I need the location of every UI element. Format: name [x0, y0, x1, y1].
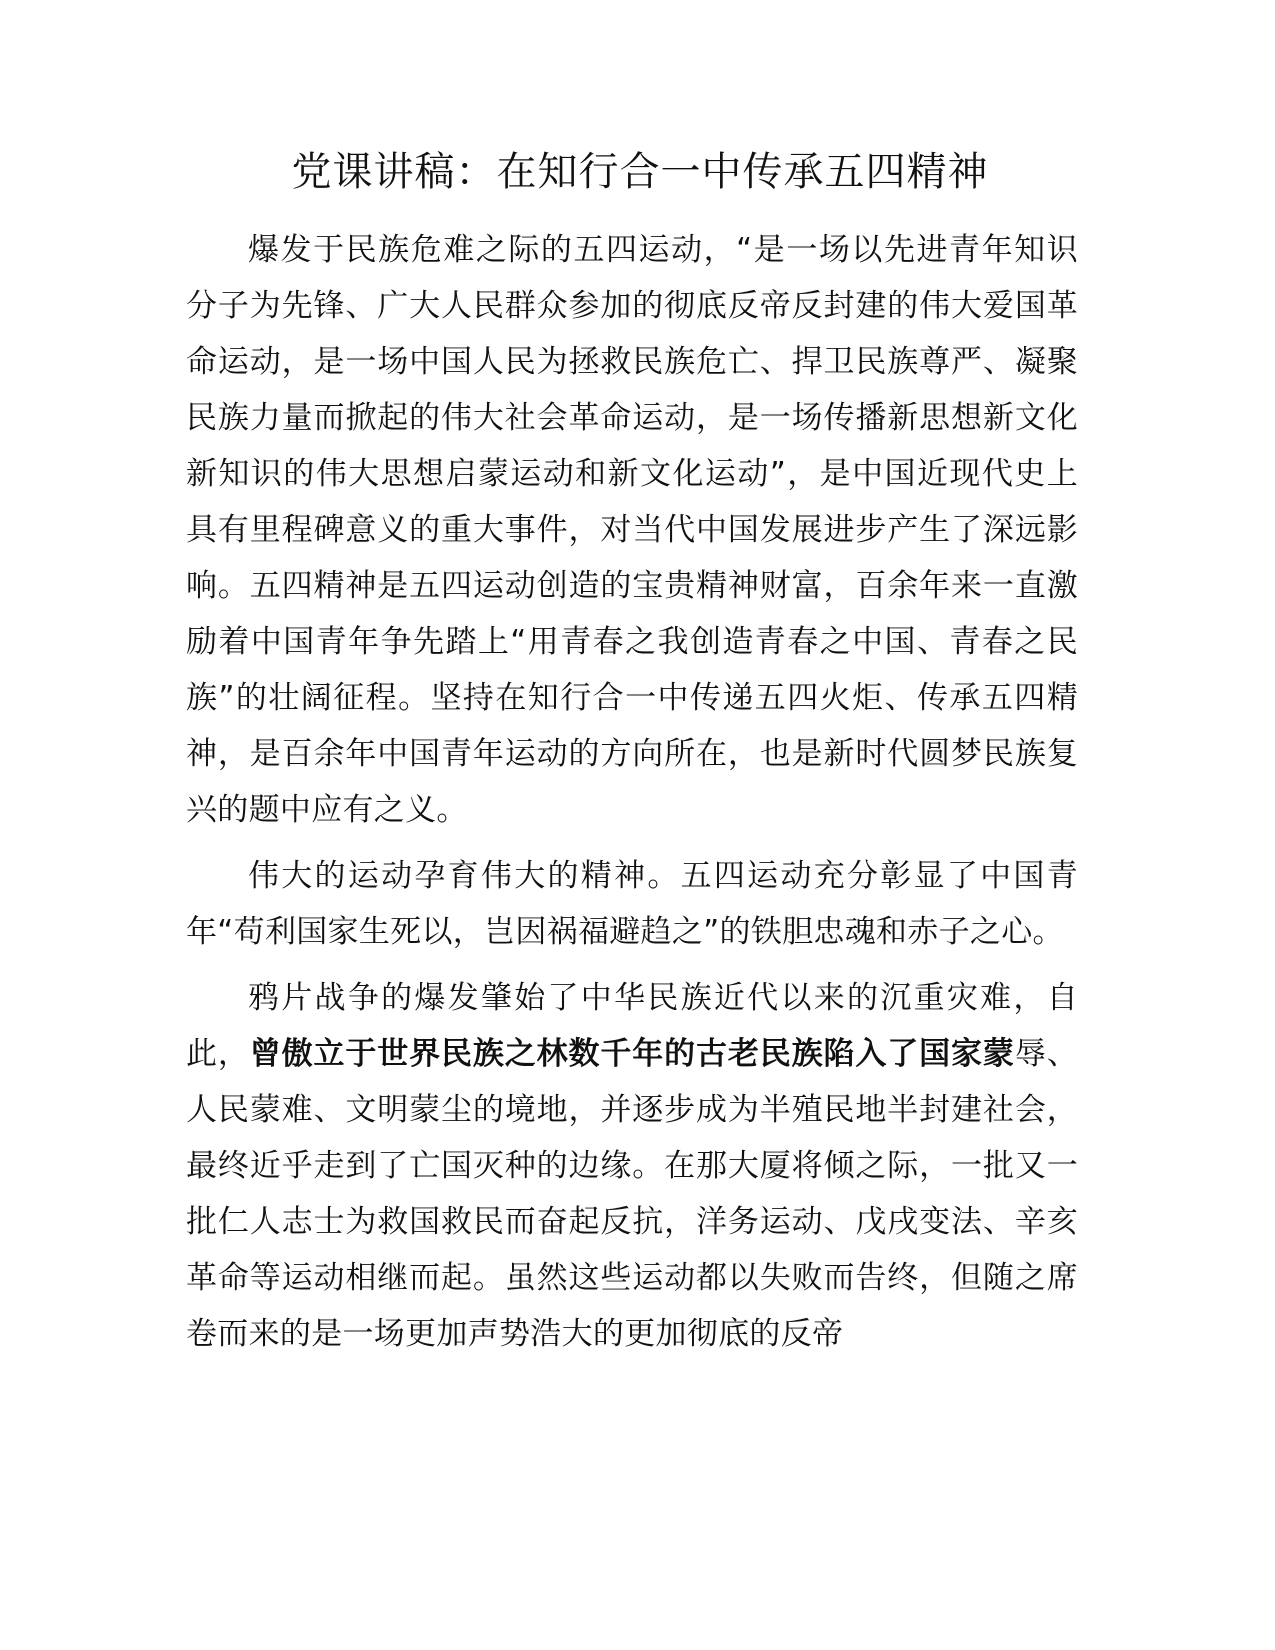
document-body	[186, 222, 1078, 1362]
document-title: 党课讲稿：在知行合一中传承五四精神	[291, 149, 989, 195]
paragraph-2: 伟大的运动孕育伟大的精神。五四运动充分彰显了中国青年“苟利国家生死以，岂因祸福避趋之”的铁胆忠魂和赤子之心。	[186, 858, 1078, 950]
paragraph-3	[186, 970, 1078, 1362]
paragraph-3-bold-text: 曾傲立于世界民族之林数千年的古老民族陷入了国家蒙	[249, 1036, 1015, 1072]
paragraph-1: 爆发于民族危难之际的五四运动，“是一场以先进青年知识分子为先锋、广大人民群众参加的彻底反帝反封建的伟大爱国革命运动，是一场中国人民为拯救民族危亡、捍卫民族尊严、凝聚民族力量而掀起的伟大社会革命运动，是一场传播新思想新文化新知识的伟大思想启蒙运动和新文化运动”，是中国近现代史上具有里程碑意义的重大事件，对当代中国发展进步产生了深远影响。五四精神是五四运动创造的宝贵精神财富，百余年来一直激励着中国青年争先踏上“用青春之我创造青春之中国、青春之民族”的壮阔征程。坚持在知行合一中传递五四火炬、传承五四精神，是百余年中国青年运动的方向所在，也是新时代圆梦民族复兴的题中应有之义。	[186, 232, 1078, 828]
paragraph-3-text-end: 辱、人民蒙难、文明蒙尘的境地，并逐步成为半殖民地半封建社会，最终近乎走到了亡国灭种的边缘。在那大厦将倾之际，一批又一批仁人志士为救国救民而奋起反抗，洋务运动、戊戌变法、辛亥革命等运动相继而起。虽然这些运动都以失败而告终，但随之席卷而来的是一场更加声势浩大的更加彻底的反帝	[186, 1036, 1078, 1352]
paragraph-3-text-start: 鸦片战争的爆发肇始了中华民族近代以来的沉重灾难，自此，	[186, 980, 1078, 1072]
